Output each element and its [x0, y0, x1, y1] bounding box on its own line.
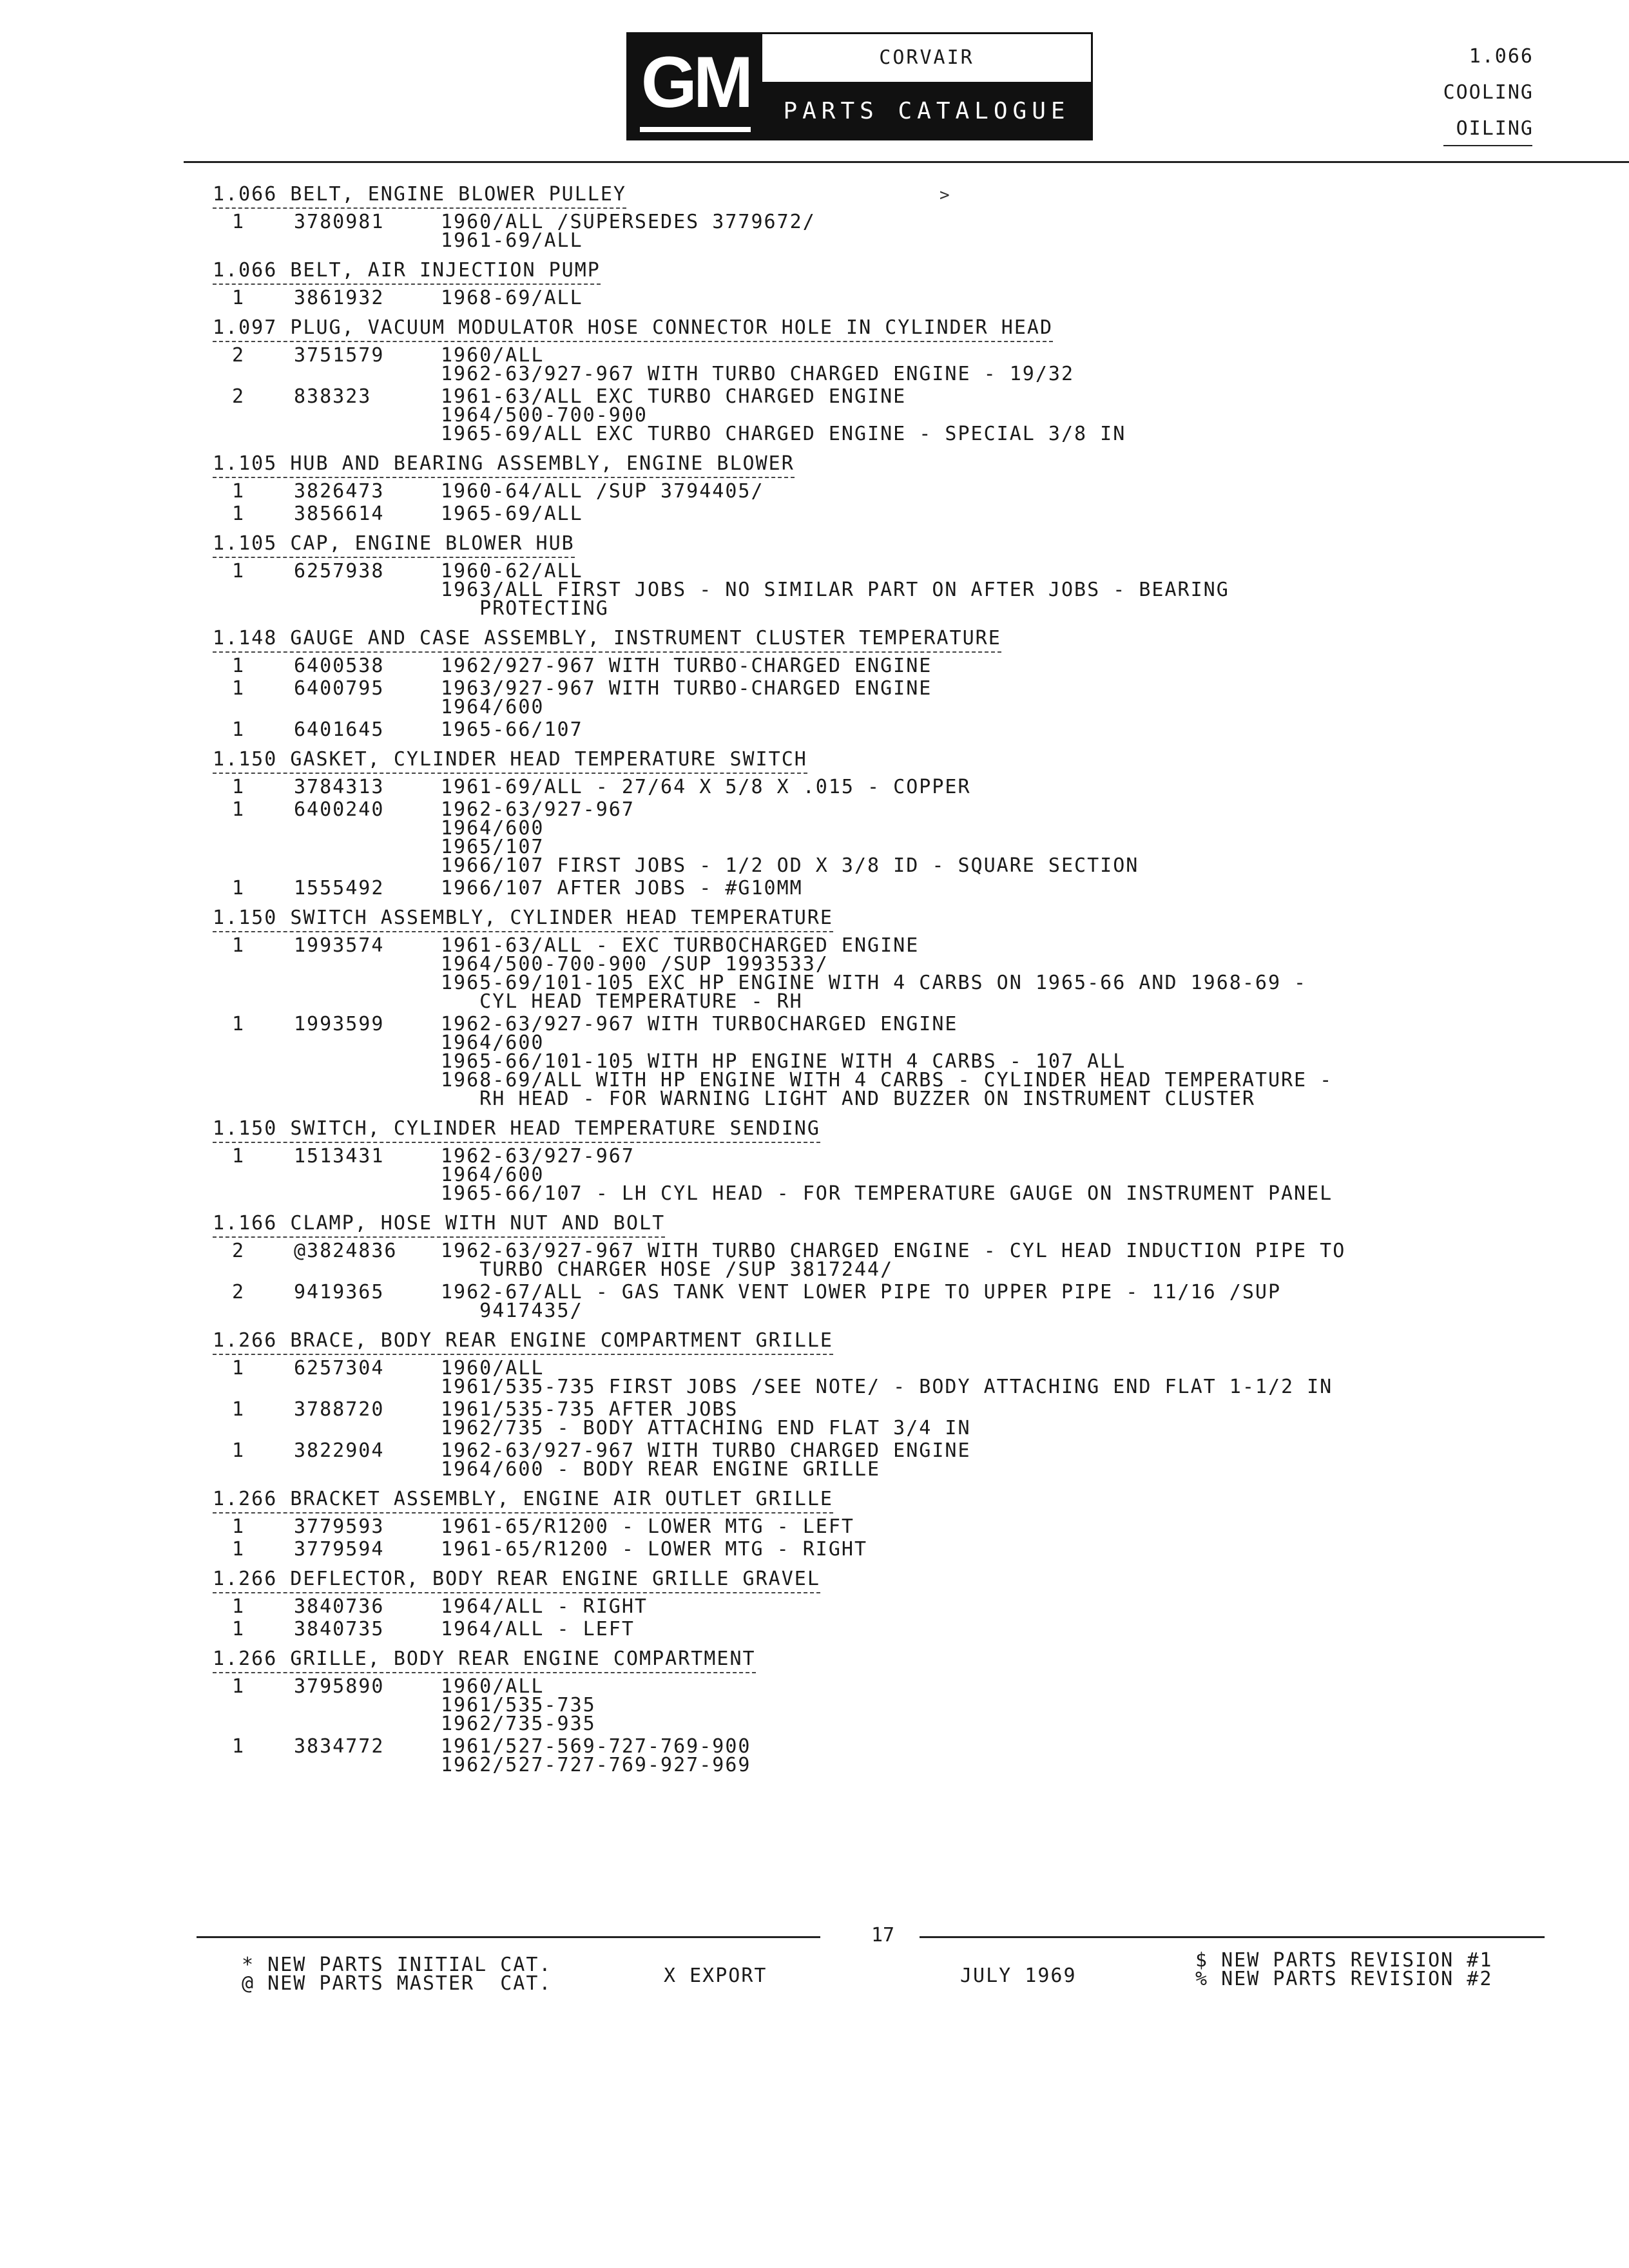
parts-section [213, 1486, 1566, 1559]
description-line: 1960/ALL /SUPERSEDES 3779672/ [441, 211, 816, 233]
description-line: CYL HEAD TEMPERATURE - RH [441, 990, 803, 1013]
part-number: 3840735 [294, 1618, 385, 1640]
part-entry [213, 1441, 1566, 1479]
description-line: 1962/927-967 WITH TURBO-CHARGED ENGINE [441, 655, 932, 677]
description-line: 1962-63/927-967 WITH TURBO CHARGED ENGINE - CYL HEAD INDUCTION PIPE TO [441, 1240, 1346, 1262]
part-description [441, 936, 1566, 1011]
description-line: 1964/ALL - LEFT [441, 1618, 635, 1640]
parts-section [213, 258, 1566, 307]
description-line: PROTECTING [441, 597, 609, 620]
description-line: 1964/600 [441, 1032, 545, 1054]
parts-section [213, 1566, 1566, 1639]
section-heading: 1.266 DEFLECTOR, BODY REAR ENGINE GRILLE GRAVEL [213, 1566, 820, 1593]
description-line: 1962-63/927-967 WITH TURBO CHARGED ENGINE [441, 1439, 971, 1462]
part-quantity: 1 [232, 1538, 246, 1561]
part-entry [213, 1400, 1566, 1437]
part-description [441, 346, 1566, 383]
part-number: 6257938 [294, 560, 385, 582]
part-quantity: 1 [232, 480, 246, 503]
part-entry [213, 720, 1566, 739]
description-line: 1964/600 - BODY REAR ENGINE GRILLE [441, 1458, 881, 1481]
logo-subtitle: PARTS CATALOGUE [762, 84, 1091, 139]
part-entry [213, 936, 1566, 1011]
description-line: TURBO CHARGER HOSE /SUP 3817244/ [441, 1258, 894, 1281]
section-number: 1.066 [1469, 45, 1534, 68]
part-description [441, 505, 1566, 523]
part-quantity: 1 [232, 1145, 246, 1168]
part-quantity: 1 [232, 1439, 246, 1462]
parts-section [213, 451, 1566, 523]
part-entry [213, 387, 1566, 443]
description-line: 1962/735-935 [441, 1713, 596, 1735]
part-quantity: 2 [232, 344, 246, 367]
part-entry [213, 1620, 1566, 1639]
description-line: 1963/927-967 WITH TURBO-CHARGED ENGINE [441, 677, 932, 700]
part-number: 3834772 [294, 1735, 385, 1758]
part-entry [213, 800, 1566, 875]
legend-master-cat: @ NEW PARTS MASTER CAT. [242, 1972, 552, 1995]
description-line: 1964/600 [441, 1164, 545, 1186]
description-line: 1966/107 AFTER JOBS - #G10MM [441, 877, 803, 899]
section-heading: 1.105 CAP, ENGINE BLOWER HUB [213, 531, 575, 558]
description-line: 1960-64/ALL /SUP 3794405/ [441, 480, 764, 503]
part-description [441, 1620, 1566, 1639]
part-quantity: 2 [232, 385, 246, 408]
part-number: 3856614 [294, 503, 385, 525]
description-line: 1963/ALL FIRST JOBS - NO SIMILAR PART ON AFTER JOBS - BEARING [441, 579, 1229, 601]
description-line: 1961/527-569-727-769-900 [441, 1735, 751, 1758]
legend-export: X EXPORT [664, 1965, 767, 1987]
part-number: 3861932 [294, 287, 385, 309]
description-line: 1964/500-700-900 /SUP 1993533/ [441, 953, 829, 975]
part-description [441, 1400, 1566, 1437]
parts-section [213, 315, 1566, 443]
part-quantity: 1 [232, 1357, 246, 1379]
part-description [441, 1015, 1566, 1108]
description-line: 1965/107 [441, 836, 545, 858]
part-description [441, 482, 1566, 501]
part-entry [213, 1147, 1566, 1203]
description-line: 1965-66/107 - LH CYL HEAD - FOR TEMPERATURE GAUGE ON INSTRUMENT PANEL [441, 1182, 1333, 1205]
description-line: 1968-69/ALL WITH HP ENGINE WITH 4 CARBS - CYLINDER HEAD TEMPERATURE - [441, 1069, 1333, 1091]
part-entry [213, 1015, 1566, 1108]
section-heading: 1.097 PLUG, VACUUM MODULATOR HOSE CONNECTOR HOLE IN CYLINDER HEAD [213, 315, 1053, 342]
section-heading: 1.266 BRACKET ASSEMBLY, ENGINE AIR OUTLET GRILLE [213, 1486, 833, 1514]
description-line: 1964/600 [441, 696, 545, 718]
part-quantity: 1 [232, 1618, 246, 1640]
footer-rule-right [920, 1936, 1545, 1938]
part-entry [213, 657, 1566, 675]
description-line: 1964/ALL - RIGHT [441, 1595, 648, 1618]
part-number: 6400240 [294, 798, 385, 821]
description-line: 1961-69/ALL - 27/64 X 5/8 X .015 - COPPER [441, 776, 971, 798]
catalogue-logo [626, 32, 1093, 140]
section-heading: 1.148 GAUGE AND CASE ASSEMBLY, INSTRUMENT CLUSTER TEMPERATURE [213, 626, 1001, 653]
part-number: 6400795 [294, 677, 385, 700]
description-line: 1961-63/ALL - EXC TURBOCHARGED ENGINE [441, 934, 920, 957]
description-line: 1962-67/ALL - GAS TANK VENT LOWER PIPE TO UPPER PIPE - 11/16 /SUP [441, 1281, 1281, 1303]
legend-revision-1: $ NEW PARTS REVISION #1 [1195, 1949, 1493, 1972]
part-description [441, 679, 1566, 716]
parts-list [213, 182, 1566, 1782]
part-description [441, 1242, 1566, 1279]
part-description [441, 289, 1566, 307]
gm-logo [628, 34, 762, 139]
description-line: 1965-69/ALL EXC TURBO CHARGED ENGINE - SPECIAL 3/8 IN [441, 423, 1126, 445]
part-number: 3780981 [294, 211, 385, 233]
part-quantity: 1 [232, 1515, 246, 1538]
parts-section [213, 626, 1566, 739]
header-rule [184, 161, 1629, 163]
part-entry [213, 346, 1566, 383]
parts-section [213, 1116, 1566, 1203]
part-entry [213, 1677, 1566, 1733]
description-line: 1960/ALL [441, 1675, 545, 1698]
part-quantity: 1 [232, 1013, 246, 1035]
part-entry [213, 1540, 1566, 1559]
description-line: 1962-63/927-967 [441, 1145, 635, 1168]
part-description [441, 1540, 1566, 1559]
part-number: 1513431 [294, 1145, 385, 1168]
section-heading: 1.150 SWITCH ASSEMBLY, CYLINDER HEAD TEMPERATURE [213, 905, 833, 932]
header-rule-short [1443, 145, 1532, 146]
gm-logo-bar [640, 127, 751, 132]
description-line: 1961/535-735 FIRST JOBS /SEE NOTE/ - BODY ATTACHING END FLAT 1-1/2 IN [441, 1376, 1333, 1398]
section-heading: 1.166 CLAMP, HOSE WITH NUT AND BOLT [213, 1211, 665, 1238]
part-description [441, 1283, 1566, 1320]
part-description [441, 800, 1566, 875]
section-heading: 1.266 BRACE, BODY REAR ENGINE COMPARTMENT GRILLE [213, 1328, 833, 1355]
part-quantity: 1 [232, 798, 246, 821]
description-line: 1962/735 - BODY ATTACHING END FLAT 3/4 IN [441, 1417, 971, 1439]
description-line: 1961/535-735 AFTER JOBS [441, 1398, 738, 1421]
parts-section [213, 182, 1566, 250]
parts-section [213, 531, 1566, 618]
page-number: 17 [871, 1924, 895, 1946]
section-heading: 1.150 SWITCH, CYLINDER HEAD TEMPERATURE SENDING [213, 1116, 820, 1143]
part-description [441, 1737, 1566, 1774]
description-line: 1961-63/ALL EXC TURBO CHARGED ENGINE [441, 385, 907, 408]
description-line: 1965-66/101-105 WITH HP ENGINE WITH 4 CARBS - 107 ALL [441, 1050, 1126, 1073]
description-line: 1962-63/927-967 WITH TURBOCHARGED ENGINE [441, 1013, 958, 1035]
part-quantity: 1 [232, 1398, 246, 1421]
part-description [441, 657, 1566, 675]
part-quantity: 1 [232, 877, 246, 899]
legend-initial-cat: * NEW PARTS INITIAL CAT. [242, 1954, 552, 1976]
part-number: 1993599 [294, 1013, 385, 1035]
section-heading: 1.066 BELT, AIR INJECTION PUMP [213, 258, 601, 285]
part-description [441, 1597, 1566, 1616]
parts-section [213, 905, 1566, 1108]
part-quantity: 1 [232, 718, 246, 741]
description-line: 1961-69/ALL [441, 229, 583, 252]
part-entry [213, 1597, 1566, 1616]
part-quantity: 1 [232, 287, 246, 309]
part-entry [213, 213, 1566, 250]
section-heading: 1.266 GRILLE, BODY REAR ENGINE COMPARTMENT [213, 1646, 756, 1673]
part-entry [213, 1359, 1566, 1396]
part-quantity: 1 [232, 655, 246, 677]
part-quantity: 2 [232, 1281, 246, 1303]
part-quantity: 2 [232, 1240, 246, 1262]
description-line: 1965-69/101-105 EXC HP ENGINE WITH 4 CARBS ON 1965-66 AND 1968-69 - [441, 972, 1307, 994]
part-number: 3840736 [294, 1595, 385, 1618]
part-entry [213, 1283, 1566, 1320]
part-entry [213, 562, 1566, 618]
part-quantity: 1 [232, 934, 246, 957]
section-heading: 1.105 HUB AND BEARING ASSEMBLY, ENGINE BLOWER [213, 451, 795, 478]
legend-revision-2: % NEW PARTS REVISION #2 [1195, 1968, 1493, 1990]
part-number: @3824836 [294, 1240, 398, 1262]
part-entry [213, 1517, 1566, 1536]
description-line: 1960/ALL [441, 344, 545, 367]
description-line: 1964/600 [441, 817, 545, 840]
part-description [441, 720, 1566, 739]
part-number: 6401645 [294, 718, 385, 741]
footer-date: JULY 1969 [960, 1965, 1077, 1987]
part-description [441, 1441, 1566, 1479]
section-title-cooling: COOLING [1443, 81, 1534, 104]
description-line: 9417435/ [441, 1300, 583, 1322]
part-number: 9419365 [294, 1281, 385, 1303]
part-number: 3784313 [294, 776, 385, 798]
description-line: 1960-62/ALL [441, 560, 583, 582]
part-quantity: 1 [232, 677, 246, 700]
part-number: 3779593 [294, 1515, 385, 1538]
part-description [441, 562, 1566, 618]
footer-rule-left [197, 1936, 820, 1938]
part-quantity: 1 [232, 1735, 246, 1758]
part-number: 3751579 [294, 344, 385, 367]
part-number: 3779594 [294, 1538, 385, 1561]
gm-logo-text: GM [641, 42, 750, 122]
description-line: 1968-69/ALL [441, 287, 583, 309]
part-quantity: 1 [232, 1595, 246, 1618]
part-number: 6257304 [294, 1357, 385, 1379]
part-quantity: 1 [232, 211, 246, 233]
part-number: 838323 [294, 385, 372, 408]
section-title-oiling: OILING [1456, 117, 1534, 140]
part-number: 3826473 [294, 480, 385, 503]
part-description [441, 213, 1566, 250]
description-line: 1965-69/ALL [441, 503, 583, 525]
part-entry [213, 879, 1566, 898]
section-heading: 1.150 GASKET, CYLINDER HEAD TEMPERATURE SWITCH [213, 747, 807, 774]
description-line: 1961-65/R1200 - LOWER MTG - RIGHT [441, 1538, 868, 1561]
parts-section [213, 1328, 1566, 1479]
part-description [441, 879, 1566, 898]
part-quantity: 1 [232, 1675, 246, 1698]
part-number: 3822904 [294, 1439, 385, 1462]
part-description [441, 1677, 1566, 1733]
part-entry [213, 1242, 1566, 1279]
description-line: 1965-66/107 [441, 718, 583, 741]
parts-section [213, 747, 1566, 898]
parts-section [213, 1646, 1566, 1774]
part-description [441, 1359, 1566, 1396]
part-quantity: 1 [232, 776, 246, 798]
description-line: 1962/527-727-769-927-969 [441, 1754, 751, 1776]
description-line: 1962-63/927-967 [441, 798, 635, 821]
description-line: 1964/500-700-900 [441, 404, 648, 427]
part-entry [213, 778, 1566, 796]
description-line: 1962-63/927-967 WITH TURBO CHARGED ENGINE - 19/32 [441, 363, 1075, 385]
part-entry [213, 1737, 1566, 1774]
part-entry [213, 679, 1566, 716]
description-line: 1966/107 FIRST JOBS - 1/2 OD X 3/8 ID - SQUARE SECTION [441, 854, 1139, 877]
part-entry [213, 289, 1566, 307]
description-line: 1961/535-735 [441, 1694, 596, 1716]
part-number: 1993574 [294, 934, 385, 957]
description-line: RH HEAD - FOR WARNING LIGHT AND BUZZER ON INSTRUMENT CLUSTER [441, 1088, 1255, 1110]
part-entry [213, 482, 1566, 501]
description-line: 1961-65/R1200 - LOWER MTG - LEFT [441, 1515, 854, 1538]
logo-title: CORVAIR [762, 34, 1091, 84]
part-quantity: 1 [232, 503, 246, 525]
section-heading: 1.066 BELT, ENGINE BLOWER PULLEY [213, 182, 626, 209]
part-number: 3788720 [294, 1398, 385, 1421]
description-line: 1960/ALL [441, 1357, 545, 1379]
part-description [441, 387, 1566, 443]
part-description [441, 1517, 1566, 1536]
part-description [441, 778, 1566, 796]
part-number: 1555492 [294, 877, 385, 899]
part-description [441, 1147, 1566, 1203]
part-number: 3795890 [294, 1675, 385, 1698]
pen-mark: > [940, 186, 950, 205]
parts-section [213, 1211, 1566, 1320]
part-entry [213, 505, 1566, 523]
part-quantity: 1 [232, 560, 246, 582]
part-number: 6400538 [294, 655, 385, 677]
